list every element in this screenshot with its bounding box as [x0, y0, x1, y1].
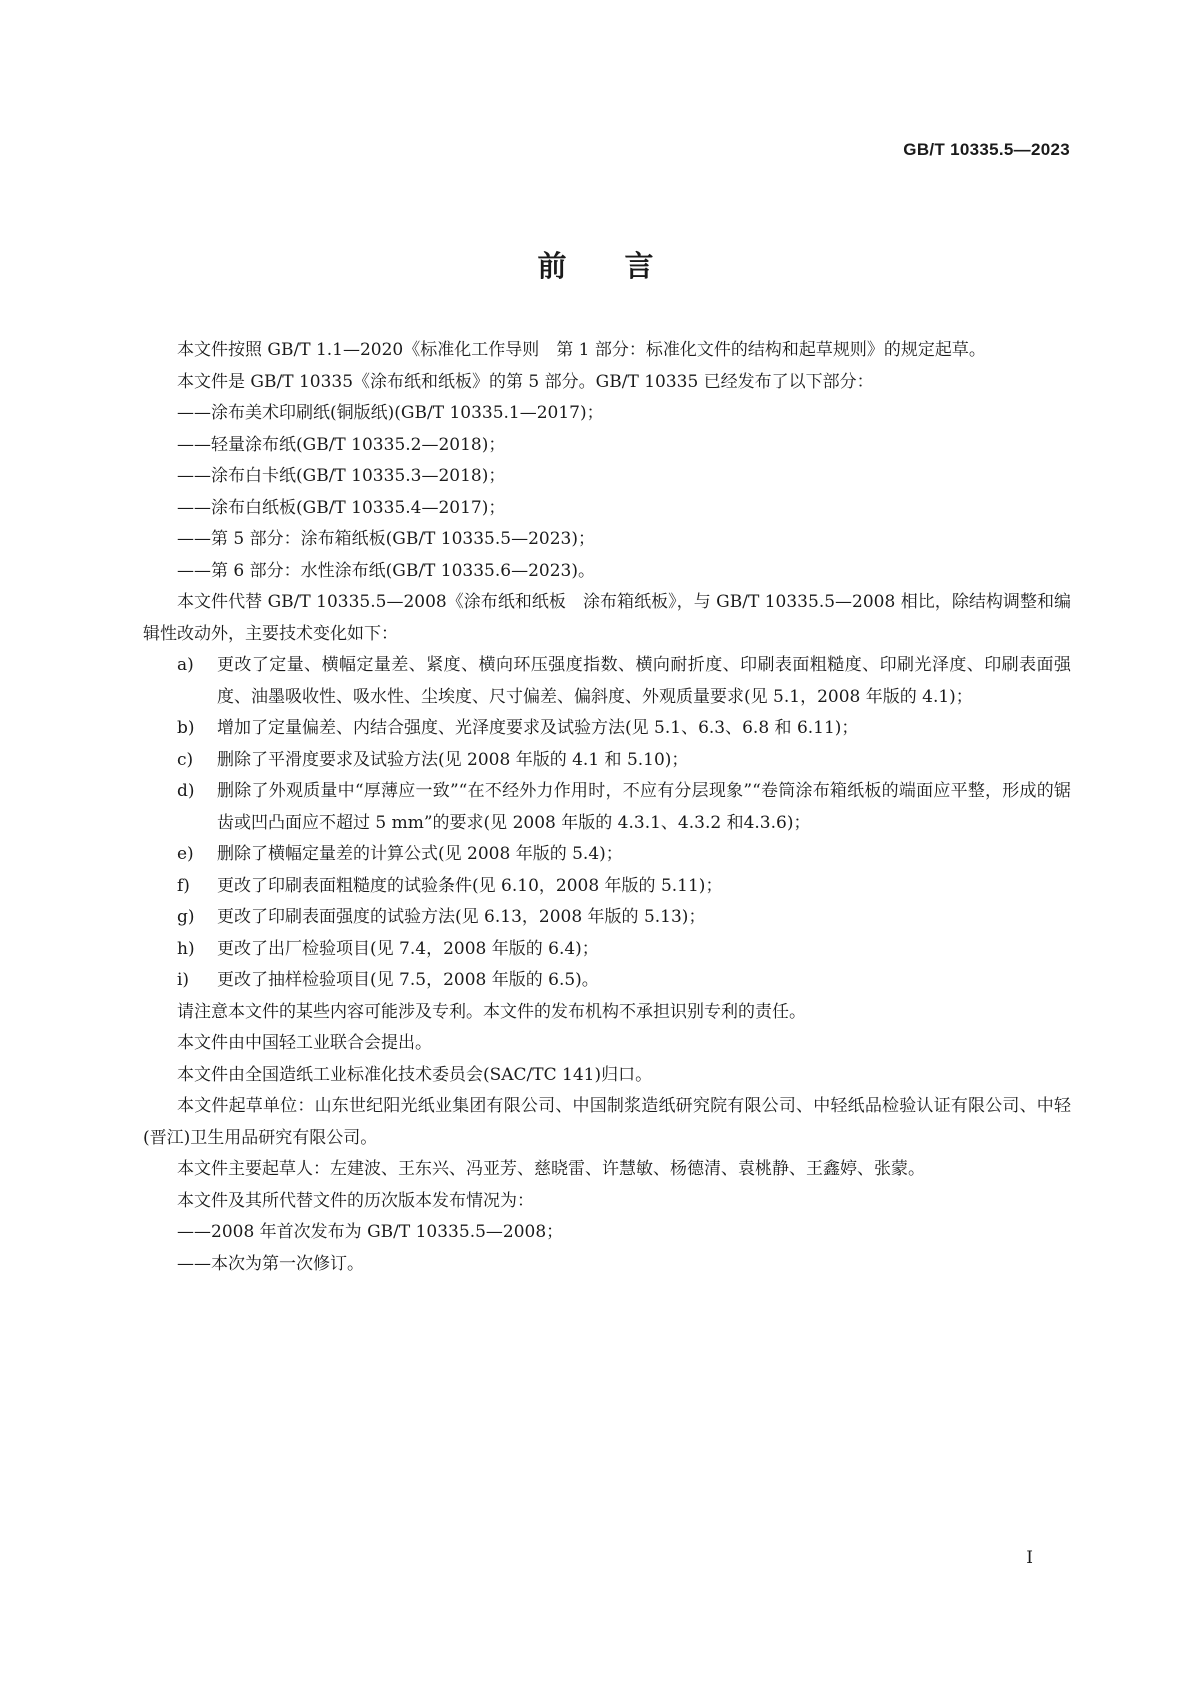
change-marker: d)	[177, 781, 195, 801]
change-text: 更改了出厂检验项目(见 7.4，2008 年版的 6.4)；	[217, 938, 599, 959]
part-list-item: ——第 6 部分：水性涂布纸(GB/T 10335.6—2023)。	[177, 560, 595, 581]
proposer-paragraph: 本文件由中国轻工业联合会提出。	[177, 1033, 432, 1053]
change-marker: c)	[177, 749, 194, 770]
change-marker: g)	[177, 907, 195, 927]
page-title: 前言	[537, 249, 712, 283]
change-marker: h)	[177, 938, 195, 959]
part-list-item: ——涂布美术印刷纸(铜版纸)(GB/T 10335.1—2017)；	[177, 403, 604, 423]
series-intro-paragraph: 本文件是 GB/T 10335《涂布纸和纸板》的第 5 部分。GB/T 10335 已经发布了以下部分：	[177, 371, 874, 392]
history-intro-paragraph: 本文件及其所代替文件的历次版本发布情况为：	[177, 1190, 534, 1211]
change-list-item	[143, 839, 1071, 871]
change-text: 删除了外观质量中“厚薄应一致”“在不经外力作用时，不应有分层现象”“卷筒涂布箱纸板的端面应平整，形成的锯齿或凹凸面应不超过 5 mm”的要求(见 2008 年版的 4.3.1、4.3.2 和4.3.6)；	[217, 781, 1071, 833]
change-list-item	[143, 871, 1071, 903]
change-marker: f)	[177, 875, 190, 896]
part-list-item: ——第 5 部分：涂布箱纸板(GB/T 10335.5—2023)；	[177, 529, 595, 549]
part-list-item: ——涂布白纸板(GB/T 10335.4—2017)；	[177, 497, 506, 518]
change-marker: e)	[177, 844, 194, 864]
change-marker: i)	[177, 970, 190, 990]
change-list-item	[143, 776, 1071, 839]
change-marker: a)	[177, 655, 194, 675]
committee-paragraph: 本文件由全国造纸工业标准化技术委员会(SAC/TC 141)归口。	[177, 1064, 653, 1085]
replacement-paragraph: 本文件代替 GB/T 10335.5—2008《涂布纸和纸板 涂布箱纸板》，与 GB/T 10335.5—2008 相比，除结构调整和编辑性改动外，主要技术变化如下：	[143, 592, 1071, 644]
drafting-units-paragraph: 本文件起草单位：山东世纪阳光纸业集团有限公司、中国制浆造纸研究院有限公司、中轻纸品检验认证有限公司、中轻(晋江)卫生用品研究有限公司。	[143, 1096, 1071, 1148]
standard-code: GB/T 10335.5—2023	[903, 140, 1070, 159]
history-list-item: ——本次为第一次修订。	[177, 1253, 364, 1274]
change-list-item	[143, 745, 1071, 777]
change-list-item	[143, 902, 1071, 934]
drafting-basis-paragraph: 本文件按照 GB/T 1.1—2020《标准化工作导则 第 1 部分：标准化文件的结构和起草规则》的规定起草。	[177, 340, 986, 360]
change-list-item	[143, 650, 1071, 713]
document-body	[143, 335, 1071, 1280]
change-text: 更改了抽样检验项目(见 7.5，2008 年版的 6.5)。	[217, 970, 599, 990]
change-text: 删除了平滑度要求及试验方法(见 2008 年版的 4.1 和 5.10)；	[217, 749, 689, 770]
patent-notice-paragraph: 请注意本文件的某些内容可能涉及专利。本文件的发布机构不承担识别专利的责任。	[177, 1001, 806, 1022]
change-text: 更改了印刷表面粗糙度的试验条件(见 6.10，2008 年版的 5.11)；	[217, 875, 723, 896]
change-list-item	[143, 713, 1071, 745]
history-list-item: ——2008 年首次发布为 GB/T 10335.5—2008；	[177, 1222, 564, 1242]
page-number: I	[1026, 1548, 1033, 1568]
change-list-item	[143, 965, 1071, 997]
drafters-paragraph: 本文件主要起草人：左建波、王东兴、冯亚芳、慈晓雷、许慧敏、杨德清、袁桃静、王鑫婷、张蒙。	[177, 1159, 925, 1179]
change-marker: b)	[177, 718, 195, 738]
change-text: 增加了定量偏差、内结合强度、光泽度要求及试验方法(见 5.1、6.3、6.8 和 6.11)；	[217, 718, 859, 738]
change-text: 更改了印刷表面强度的试验方法(见 6.13，2008 年版的 5.13)；	[217, 907, 706, 927]
change-text: 删除了横幅定量差的计算公式(见 2008 年版的 5.4)；	[217, 844, 623, 864]
part-list-item: ——轻量涂布纸(GB/T 10335.2—2018)；	[177, 434, 506, 455]
change-text: 更改了定量、横幅定量差、紧度、横向环压强度指数、横向耐折度、印刷表面粗糙度、印刷光泽度、印刷表面强度、油墨吸收性、吸水性、尘埃度、尺寸偏差、偏斜度、外观质量要求(见 5.1，2008 年版的 4.1)；	[217, 655, 1071, 707]
part-list-item: ——涂布白卡纸(GB/T 10335.3—2018)；	[177, 466, 506, 486]
change-list-item	[143, 934, 1071, 966]
